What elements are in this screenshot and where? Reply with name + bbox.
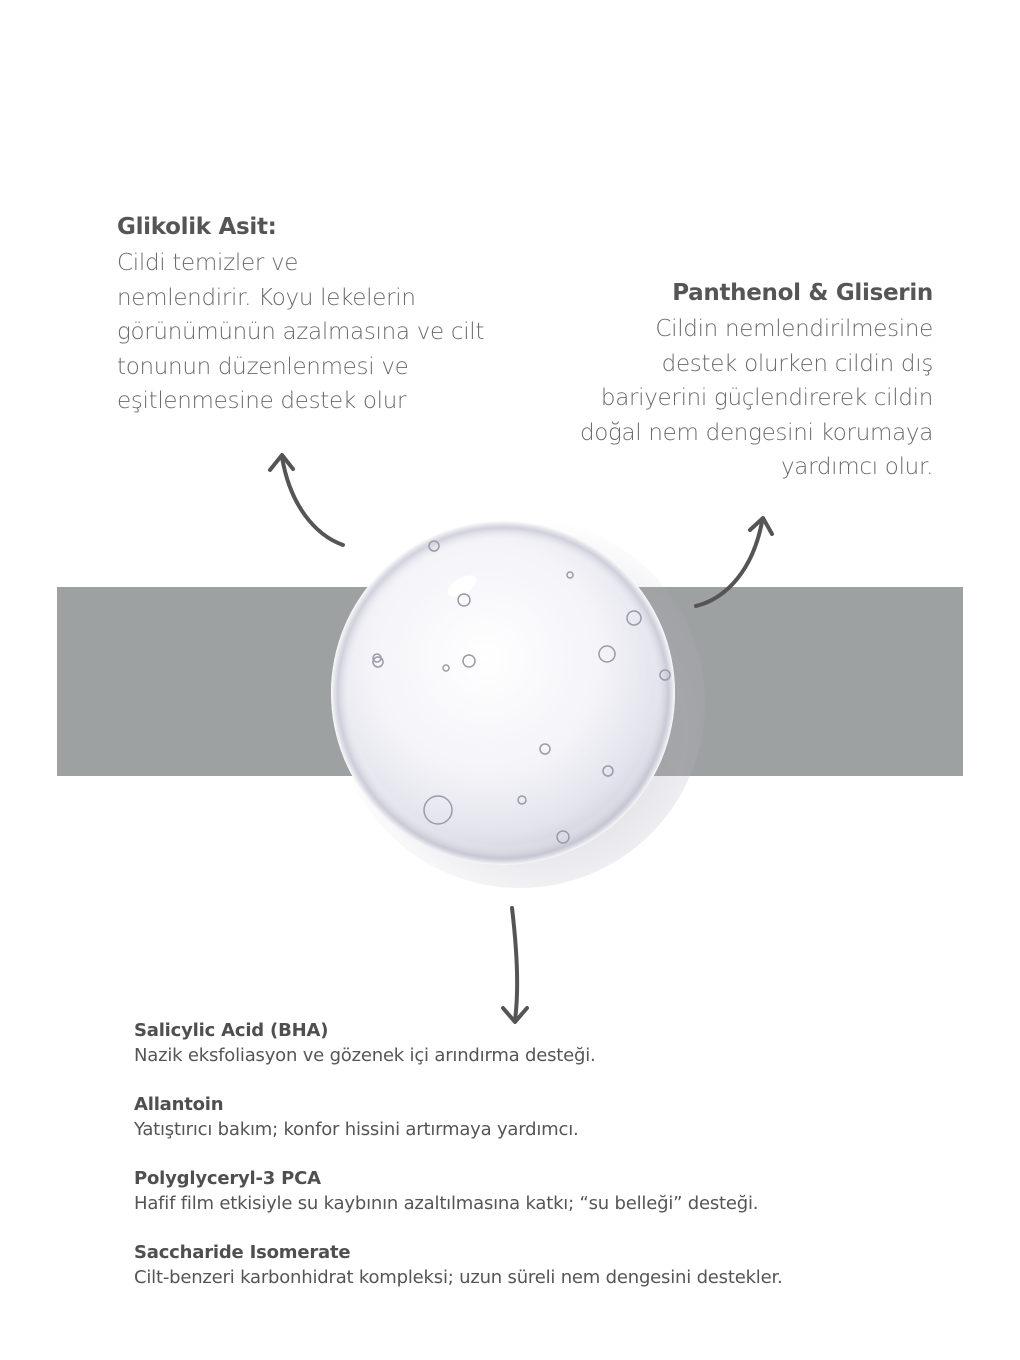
glycolic-line: Cildi temizler ve <box>117 250 299 276</box>
arrow-up-right-icon <box>688 508 788 618</box>
panthenol-line: destek olurken cildin dış <box>661 350 933 377</box>
ingredient-list <box>134 1020 974 1316</box>
ingredient-desc: Cilt-benzeri karbonhidrat kompleksi; uzun süreli nem dengesini destekler. <box>134 1267 783 1288</box>
arrow-down-icon <box>495 900 535 1030</box>
glycolic-acid-block <box>117 214 557 419</box>
glycolic-line: eşitlenmesine destek olur <box>117 388 407 414</box>
glycolic-line: görünümünün azalmasına ve cilt <box>117 319 485 345</box>
ingredient-name: Salicylic Acid (BHA) <box>134 1020 329 1041</box>
ingredient-item <box>134 1168 974 1214</box>
ingredient-name: Polyglyceryl-3 PCA <box>134 1168 321 1189</box>
ingredient-desc: Hafif film etkisiyle su kaybının azaltılmasına katkı; “su belleği” desteği. <box>134 1193 759 1214</box>
panthenol-block <box>503 280 933 485</box>
ingredient-item <box>134 1094 974 1140</box>
glycolic-acid-text <box>117 246 557 419</box>
ingredient-item <box>134 1020 974 1066</box>
glycolic-acid-title: Glikolik Asit: <box>117 214 277 240</box>
panthenol-text <box>503 312 933 485</box>
panthenol-line: yardımcı olur. <box>781 454 933 480</box>
ingredient-desc: Nazik eksfoliasyon ve gözenek içi arındırma desteği. <box>134 1045 596 1066</box>
gel-drop-image <box>322 518 684 880</box>
glycolic-line: tonunun düzenlenmesi ve <box>117 353 409 380</box>
panthenol-line: doğal nem dengesini korumaya <box>579 419 933 446</box>
ingredient-desc: Yatıştırıcı bakım; konfor hissini artırmaya yardımcı. <box>134 1119 579 1140</box>
panthenol-line: Cildin nemlendirilmesine <box>655 316 933 342</box>
ingredient-name: Saccharide Isomerate <box>134 1242 351 1263</box>
glycolic-line: nemlendirir. Koyu lekelerin <box>117 284 416 311</box>
ingredient-item <box>134 1242 974 1288</box>
ingredient-name: Allantoin <box>134 1094 224 1115</box>
panthenol-title: Panthenol & Gliserin <box>672 280 933 306</box>
panthenol-line: bariyerini güçlendirerek cildin <box>600 385 933 411</box>
